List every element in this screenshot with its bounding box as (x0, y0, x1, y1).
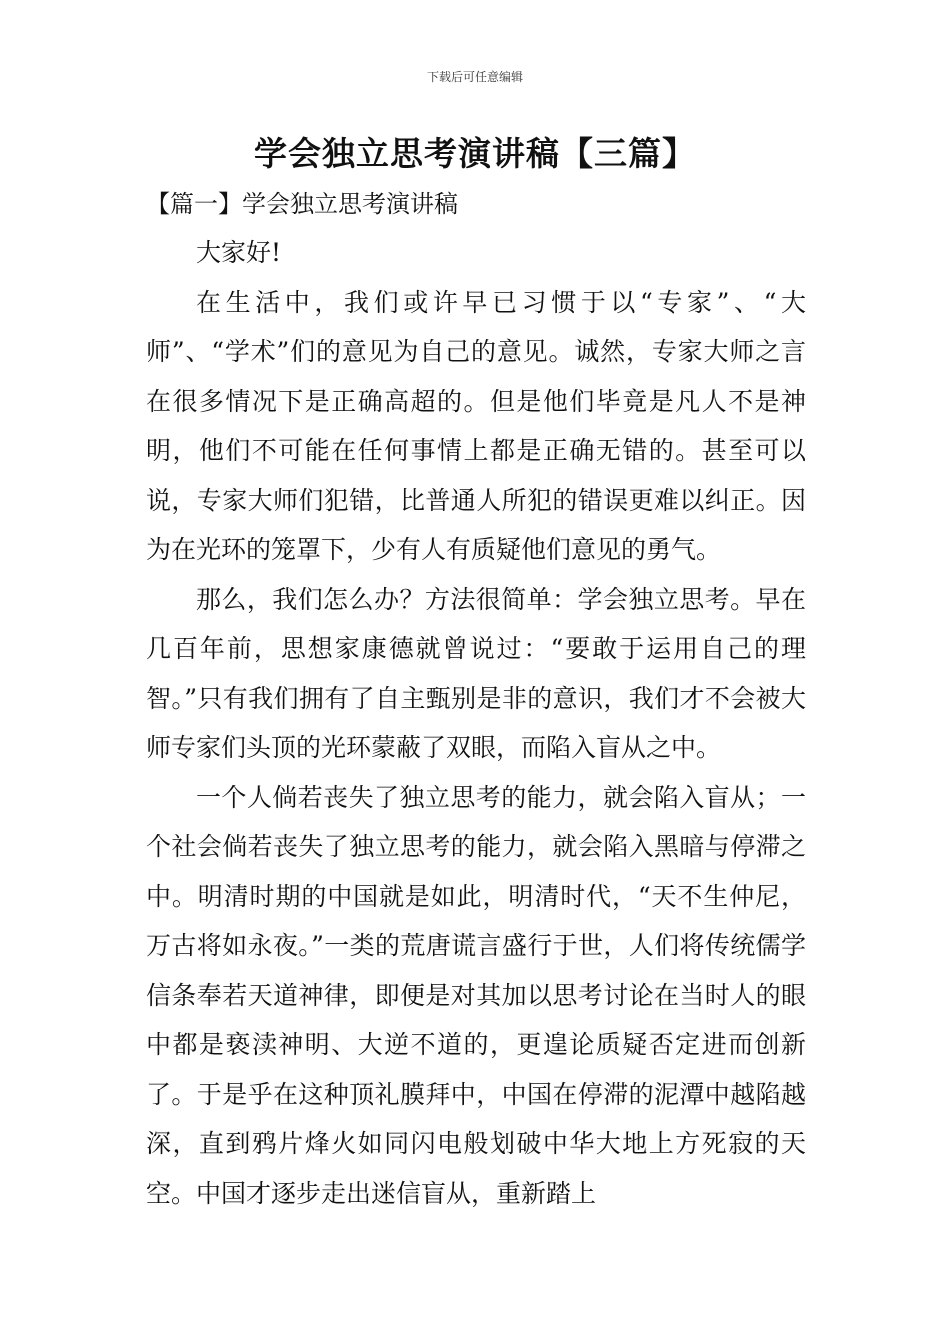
header-note: 下载后可任意编辑 (426, 70, 523, 84)
paragraph: 那么，我们怎么办？方法很简单：学会独立思考。早在几百年前，思想家康德就曾说过：“要敢于运用自己的理智。”只有我们拥有了自主甄别是非的意识，我们才不会被大师专家们头顶的光环蒙蔽了双眼，而陷入盲从之中。 (146, 584, 806, 762)
paragraph: 在生活中，我们或许早已习惯于以“专家”、“大师”、“学术”们的意见为自己的意见。诚然，专家大师之言在很多情况下是正确高超的。但是他们毕竟是凡人不是神明，他们不可能在任何事情上都是正确无错的。甚至可以说，专家大师们犯错，比普通人所犯的错误更难以纠正。因为在光环的笼罩下，少有人有质疑他们意见的勇气。 (146, 287, 806, 564)
document-title: 学会独立思考演讲稿【三篇】 (254, 134, 696, 173)
document-body (146, 228, 806, 1218)
paragraph: 一个人倘若丧失了独立思考的能力，就会陷入盲从；一个社会倘若丧失了独立思考的能力，就会陷入黑暗与停滞之中。明清时期的中国就是如此，明清时代，“天不生仲尼，万古将如永夜。”一类的荒唐谎言盛行于世，人们将传统儒学信条奉若天道神律，即便是对其加以思考讨论在当时人的眼中都是亵渎神明、大逆不道的，更遑论质疑否定进而创新了。于是乎在这种顶礼膜拜中，中国在停滞的泥潭中越陷越深，直到鸦片烽火如同闪电般划破中华大地上方死寂的天空。中国才逐步走出迷信盲从，重新踏上 (146, 782, 806, 1208)
section-heading: 【篇一】学会独立思考演讲稿 (146, 190, 458, 218)
paragraph-greeting: 大家好! (196, 238, 282, 267)
